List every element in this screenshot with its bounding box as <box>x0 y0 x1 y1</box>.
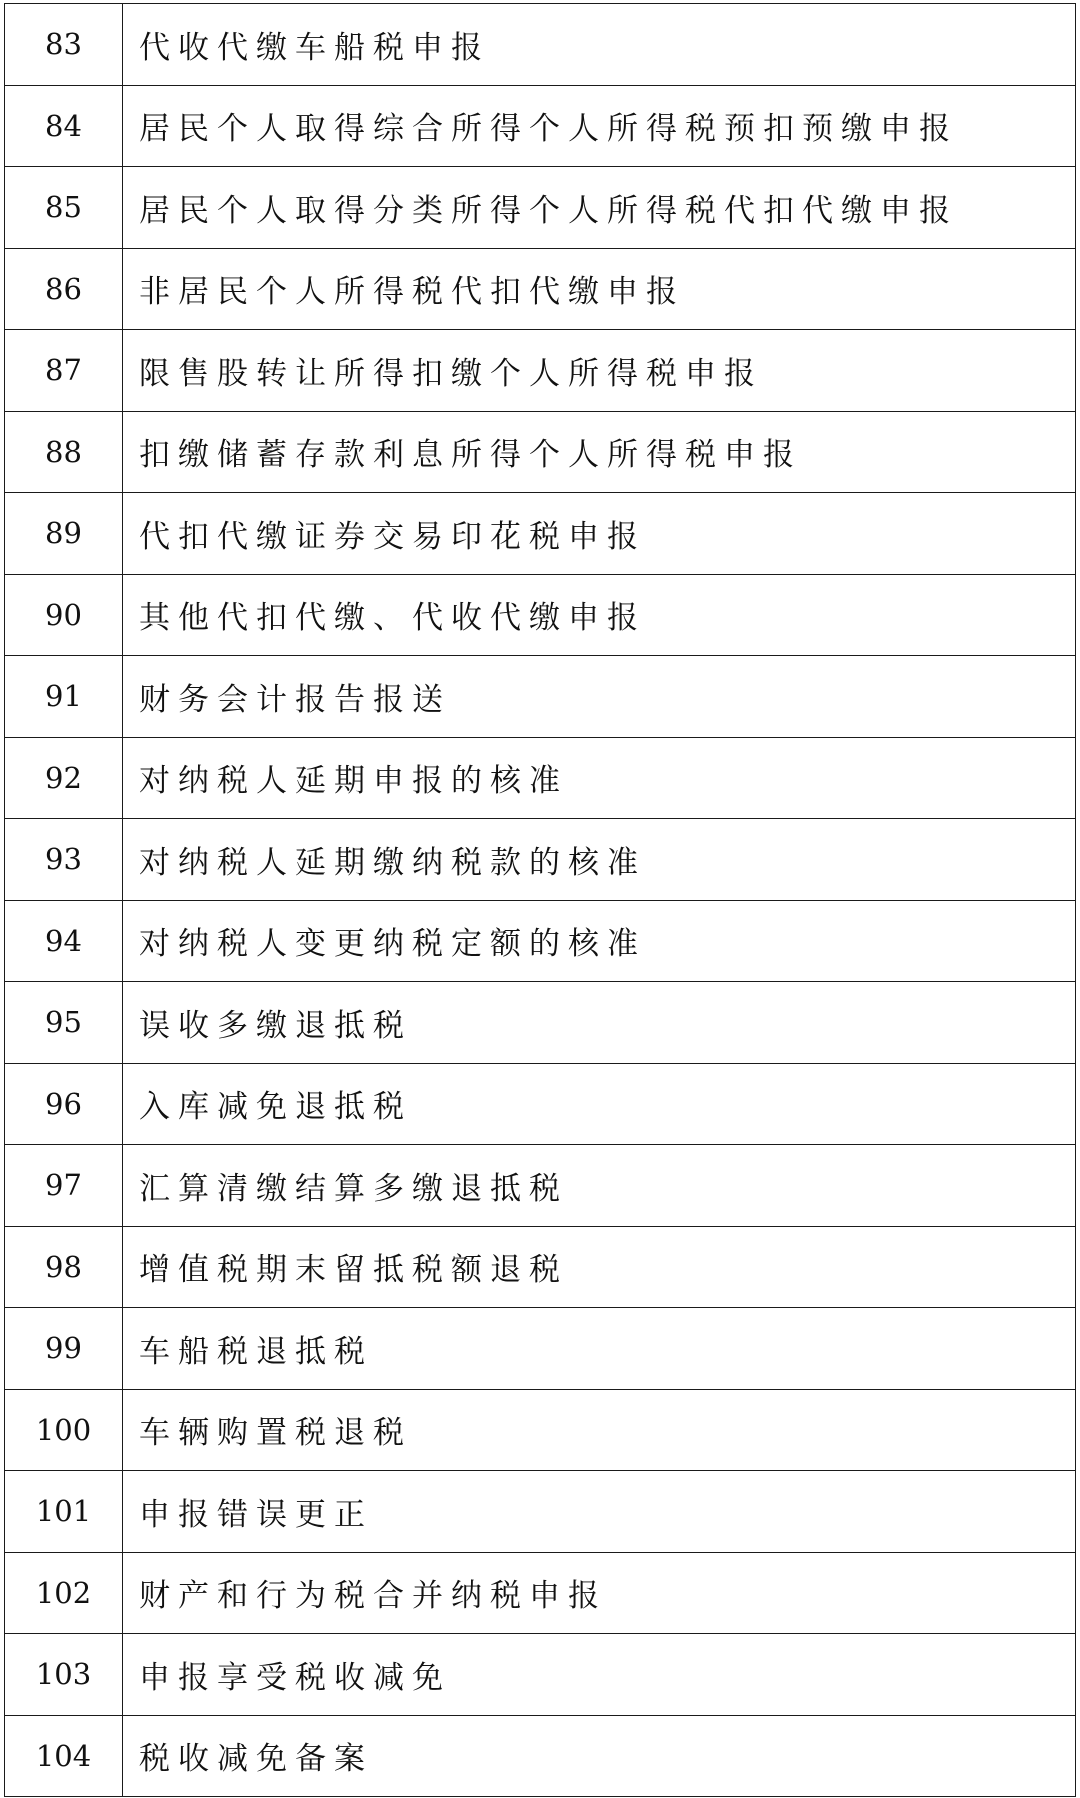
table-row <box>5 982 1076 1064</box>
table-row <box>5 737 1076 819</box>
table-row <box>5 656 1076 738</box>
table-row <box>5 1145 1076 1227</box>
table-row <box>5 1634 1076 1716</box>
row-item: 申报错误更正 <box>123 1471 1076 1553</box>
row-number: 83 <box>5 4 123 86</box>
row-number: 85 <box>5 167 123 249</box>
row-number: 100 <box>5 1389 123 1471</box>
row-item: 代收代缴车船税申报 <box>123 4 1076 86</box>
row-number: 102 <box>5 1552 123 1634</box>
row-item: 车辆购置税退税 <box>123 1389 1076 1471</box>
row-item: 代扣代缴证券交易印花税申报 <box>123 493 1076 575</box>
row-number: 104 <box>5 1715 123 1797</box>
tax-items-table <box>4 3 1076 1797</box>
row-number: 101 <box>5 1471 123 1553</box>
row-number: 88 <box>5 411 123 493</box>
table-row <box>5 574 1076 656</box>
row-number: 103 <box>5 1634 123 1716</box>
row-item: 车船税退抵税 <box>123 1308 1076 1390</box>
row-item: 对纳税人延期申报的核准 <box>123 737 1076 819</box>
row-number: 87 <box>5 330 123 412</box>
row-number: 89 <box>5 493 123 575</box>
table-row <box>5 167 1076 249</box>
table-row <box>5 1389 1076 1471</box>
row-item: 财务会计报告报送 <box>123 656 1076 738</box>
row-item: 误收多缴退抵税 <box>123 982 1076 1064</box>
table-row <box>5 85 1076 167</box>
row-number: 94 <box>5 900 123 982</box>
row-number: 84 <box>5 85 123 167</box>
row-number: 91 <box>5 656 123 738</box>
row-item: 税收减免备案 <box>123 1715 1076 1797</box>
row-item: 居民个人取得分类所得个人所得税代扣代缴申报 <box>123 167 1076 249</box>
table-row <box>5 330 1076 412</box>
table-row <box>5 493 1076 575</box>
table-row <box>5 900 1076 982</box>
row-number: 92 <box>5 737 123 819</box>
row-item: 对纳税人延期缴纳税款的核准 <box>123 819 1076 901</box>
row-item: 对纳税人变更纳税定额的核准 <box>123 900 1076 982</box>
row-item: 居民个人取得综合所得个人所得税预扣预缴申报 <box>123 85 1076 167</box>
row-number: 95 <box>5 982 123 1064</box>
row-number: 99 <box>5 1308 123 1390</box>
row-item: 扣缴储蓄存款利息所得个人所得税申报 <box>123 411 1076 493</box>
row-number: 96 <box>5 1063 123 1145</box>
row-item: 入库减免退抵税 <box>123 1063 1076 1145</box>
row-item: 限售股转让所得扣缴个人所得税申报 <box>123 330 1076 412</box>
table-row <box>5 1308 1076 1390</box>
row-item: 财产和行为税合并纳税申报 <box>123 1552 1076 1634</box>
row-item: 汇算清缴结算多缴退抵税 <box>123 1145 1076 1227</box>
row-number: 86 <box>5 248 123 330</box>
table-row <box>5 248 1076 330</box>
row-item: 增值税期末留抵税额退税 <box>123 1226 1076 1308</box>
table-row <box>5 1471 1076 1553</box>
table-body <box>5 4 1076 1797</box>
table-row <box>5 1226 1076 1308</box>
row-item: 申报享受税收减免 <box>123 1634 1076 1716</box>
table-row <box>5 1552 1076 1634</box>
row-number: 90 <box>5 574 123 656</box>
row-number: 93 <box>5 819 123 901</box>
row-item: 其他代扣代缴、代收代缴申报 <box>123 574 1076 656</box>
row-number: 98 <box>5 1226 123 1308</box>
table-row <box>5 411 1076 493</box>
row-number: 97 <box>5 1145 123 1227</box>
row-item: 非居民个人所得税代扣代缴申报 <box>123 248 1076 330</box>
table-row <box>5 819 1076 901</box>
table-row <box>5 4 1076 86</box>
table-row <box>5 1063 1076 1145</box>
table-row <box>5 1715 1076 1797</box>
